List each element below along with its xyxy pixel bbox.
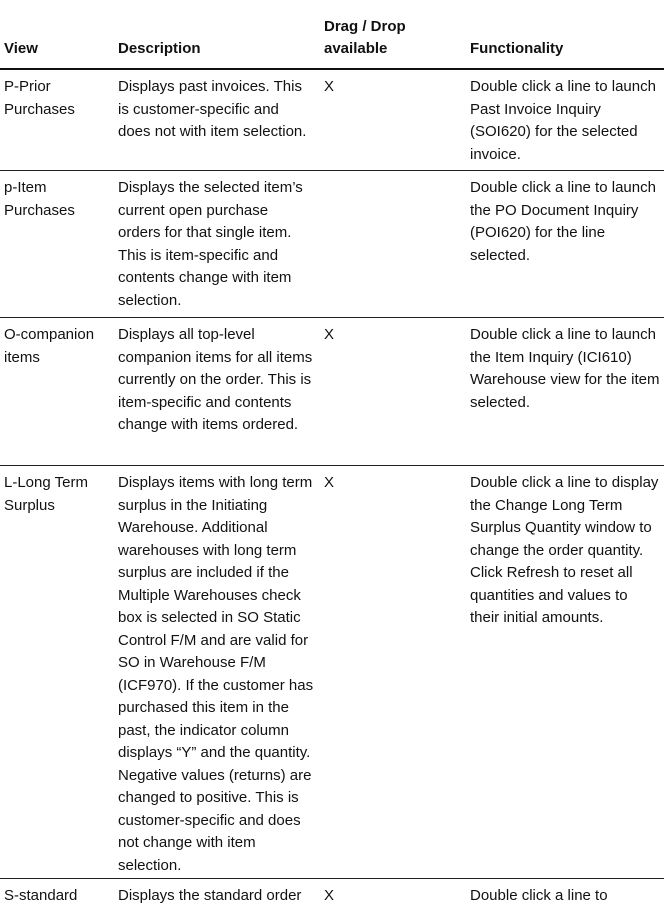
row-functionality: Double click a line to display the Change Long Term Surplus Quantity window to change the order quantity. Click Refresh to reset all quantities and values to their initial amounts. bbox=[470, 474, 659, 626]
header-view: View bbox=[4, 40, 38, 57]
row-description: Displays items with long term surplus in the Initiating Warehouse. Additional warehouses with long term surplus are included if the Multiple Warehouses check box is selected in SO Static Control F/M and are valid for SO in Warehouse F/M (ICF970). If the customer has purchased this item in the past, the indicator column displays “Y” and the quantity. Negative values (returns) are changed to positive. This is customer-specific and does not change with item selection. bbox=[118, 474, 314, 874]
row-view: O-companion items bbox=[4, 326, 95, 366]
header-functionality: Functionality bbox=[470, 40, 564, 57]
table-row-prior-purchases bbox=[0, 70, 664, 171]
table-header bbox=[0, 0, 664, 70]
row-drag-drop: X bbox=[324, 326, 335, 343]
table-row-standard bbox=[0, 879, 664, 919]
row-view: P-Prior Purchases bbox=[4, 78, 75, 118]
table-row-companion-items bbox=[0, 318, 664, 466]
row-view: p-Item Purchases bbox=[4, 179, 75, 219]
row-view: L-Long Term Surplus bbox=[4, 474, 88, 514]
row-functionality: Double click a line to launch the Item Inquiry (ICI610) Warehouse view for the item selected. bbox=[470, 326, 660, 411]
row-functionality: Double click a line to launch the PO Document Inquiry (POI620) for the line selected. bbox=[470, 179, 656, 264]
row-description: Displays the standard order bbox=[118, 887, 302, 904]
header-description: Description bbox=[118, 40, 201, 57]
header-drag-drop: Drag / Drop available bbox=[324, 18, 406, 57]
row-drag-drop: X bbox=[324, 474, 335, 491]
row-description: Displays past invoices. This is customer-specific and does not with item selection. bbox=[118, 78, 307, 140]
row-description: Displays the selected item’s current open purchase orders for that single item. This is item-specific and contents change with item selection. bbox=[118, 179, 303, 309]
row-drag-drop: X bbox=[324, 887, 335, 904]
table-row-item-purchases bbox=[0, 171, 664, 318]
row-functionality: Double click a line to launch Past Invoice Inquiry (SOI620) for the selected invoice. bbox=[470, 78, 656, 163]
table-row-long-term-surplus bbox=[0, 466, 664, 879]
row-view: S-standard bbox=[4, 887, 78, 904]
row-drag-drop: X bbox=[324, 78, 335, 95]
row-description: Displays all top-level companion items for all items currently on the order. This is item-specific and contents change with items ordered. bbox=[118, 326, 313, 433]
row-functionality: Double click a line to bbox=[470, 887, 608, 904]
